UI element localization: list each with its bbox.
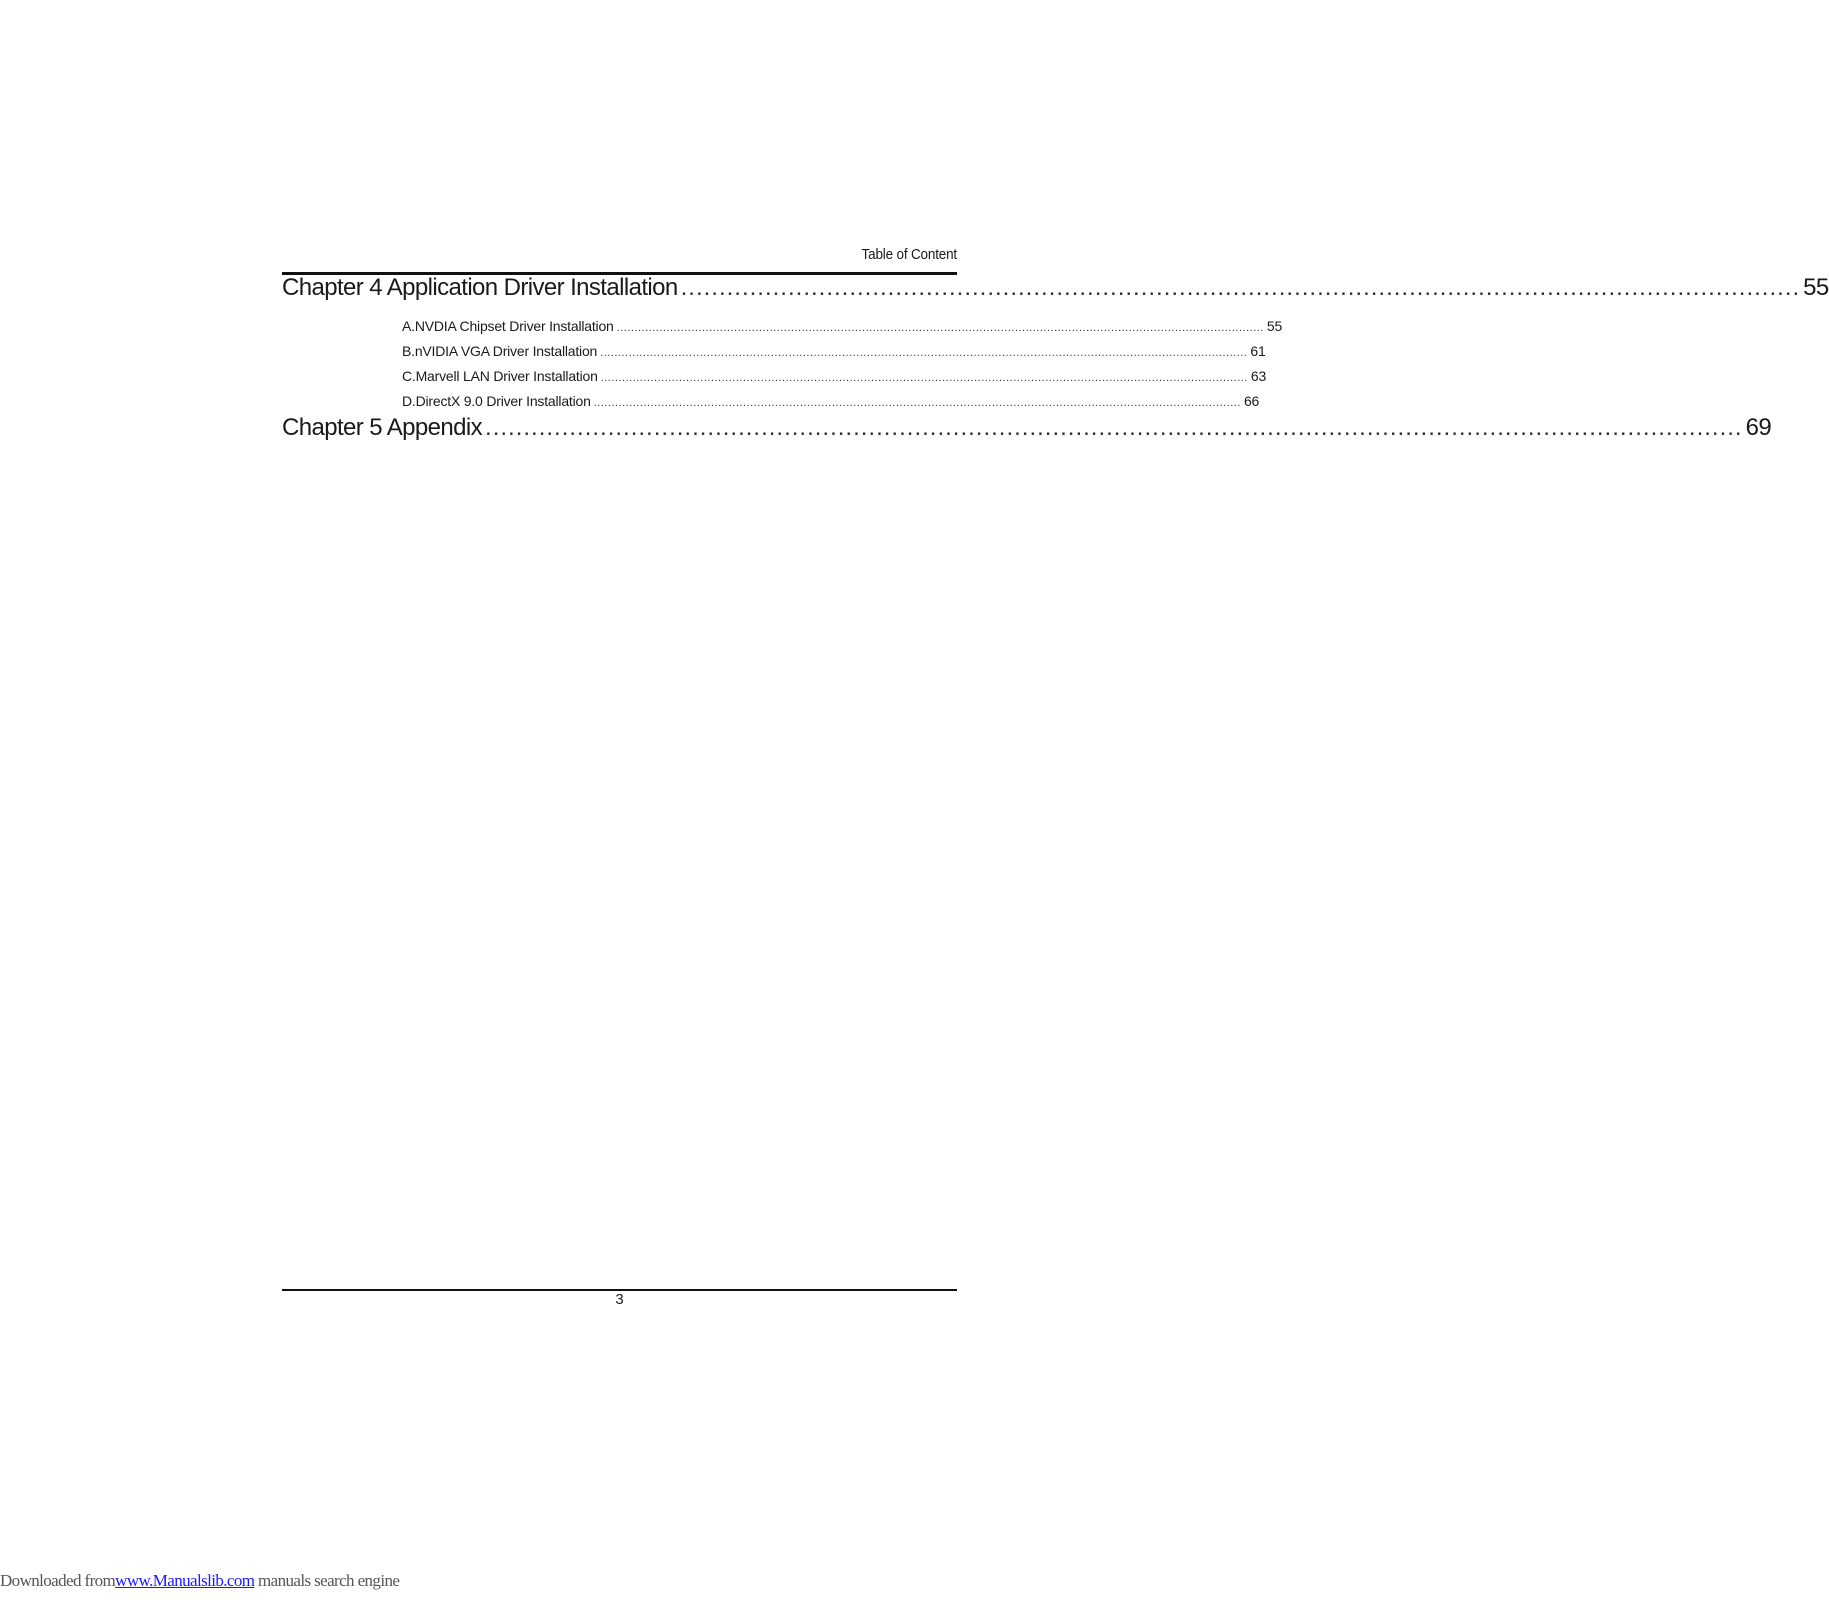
toc-entry-section-c[interactable] (402, 368, 1267, 384)
dot-leader: ...................................................................................................................................................................................... (593, 397, 1241, 409)
toc-entry-label: Chapter 5 Appendix (282, 414, 483, 441)
download-footer (0, 1571, 399, 1591)
dot-leader: .................................................................................................................................................................... (485, 414, 1743, 441)
toc-entry-label: Chapter 4 Application Driver Installation (282, 274, 678, 301)
manualslib-link[interactable]: www.Manualslib.com (115, 1571, 255, 1590)
dot-leader: .................................................................................................................................................. (680, 274, 1801, 301)
toc-entry-label: C.Marvell LAN Driver Installation (402, 368, 598, 384)
toc-entry-page: 69 (1745, 414, 1772, 441)
toc-entry-chapter-5[interactable] (282, 414, 1772, 442)
toc-entry-page: 55 (1266, 318, 1283, 334)
footer-suffix: manuals search engine (258, 1571, 400, 1590)
toc-entry-label: A.NVDIA Chipset Driver Installation (402, 318, 614, 334)
toc-entry-chapter-4[interactable] (282, 274, 1829, 302)
toc-entry-page: 61 (1250, 343, 1266, 359)
page-number: 3 (615, 1291, 624, 1308)
toc-entry-page: 66 (1243, 393, 1260, 409)
toc-entry-section-a[interactable] (402, 318, 1283, 334)
dot-leader: ...................................................................................................................................................................................... (600, 372, 1248, 384)
footer-prefix: Downloaded from (0, 1571, 116, 1590)
toc-entry-section-d[interactable] (402, 393, 1260, 409)
running-header: Table of Content (861, 246, 957, 263)
toc-entry-section-b[interactable] (402, 343, 1266, 359)
toc-entry-label: B.nVIDIA VGA Driver Installation (402, 343, 598, 359)
dot-leader: ...................................................................................................................................................................................... (600, 347, 1248, 359)
toc-entry-page: 63 (1250, 368, 1267, 384)
toc-entry-page: 55 (1803, 274, 1829, 301)
toc-entry-label: D.DirectX 9.0 Driver Installation (402, 393, 591, 409)
dot-leader: ...................................................................................................................................................................................... (616, 322, 1264, 334)
